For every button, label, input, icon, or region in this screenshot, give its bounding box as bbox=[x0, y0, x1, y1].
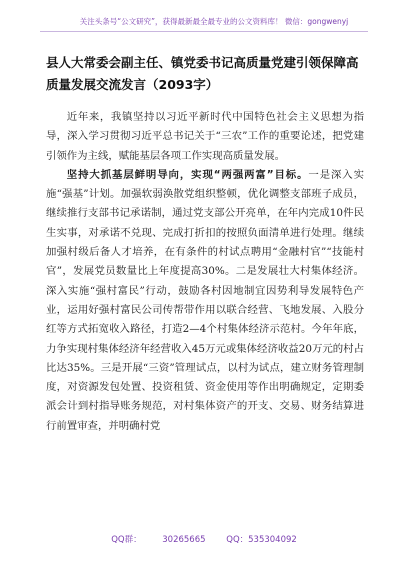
header-promo-note: 关注头条号“公文研究”，获得最新最全最专业的公文资料库！ 微信：gongwenyj bbox=[79, 17, 349, 26]
footer-contact bbox=[0, 533, 408, 545]
paragraph-section-one bbox=[46, 166, 364, 436]
document-title: 县人大常委会副主任、镇党委书记高质量党建引领保障高质量发展交流发言（2093字） bbox=[46, 55, 359, 92]
header-divider bbox=[40, 31, 368, 32]
footer-qq: QQ：535304092 bbox=[226, 535, 297, 545]
section-text: 一是深入实施“强基”计划。加强软弱涣散党组织整顿，优化调整支部班子成员，继续推行支部书记承诺制，通过党支部公开亮单，在年内完成10件民生实事，对承诺不兑现、完成打折扣的按照负面清单进行处理。继续加强村级后备人才培养，在有条件的村试点聘用“金融村官”“技能村官”，发展党员数量比上年度提高30%。二是发展壮大村集体经济。深入实施“强村富民”行动，鼓励各村因地制宜因势利导发展特色产业，运用好强村富民公司传帮带作用以联合经营、飞地发展、入股分红等方式拓宽收入路径，打造2—4个村集体经济示范村。今年年底，力争实现村集体经济年经营收入45万元或集体经济收益20万元的村占比达35%。三是开展“三资”管理试点，以村为试点，建立财务管理制度，对资源发包处置、投资租赁、资金使用等作出明确规定，定期委派会计到村指导账务规范，对村集体资产的开支、交易、财务结算进行前置审查，并明确村党 bbox=[46, 168, 365, 432]
document-body bbox=[46, 108, 364, 436]
paragraph-intro: 近年来，我镇坚持以习近平新时代中国特色社会主义思想为指导，深入学习贯彻习近平总书记关于“三农”工作的重要论述，把党建引领作为主线，赋能基层各项工作实现高质量发展。 bbox=[46, 111, 364, 162]
footer-qq-group: QQ群： 30265665 bbox=[111, 535, 206, 545]
section-heading: 坚持大抓基层鲜明导向，实现“两强两富”目标。 bbox=[66, 168, 309, 181]
